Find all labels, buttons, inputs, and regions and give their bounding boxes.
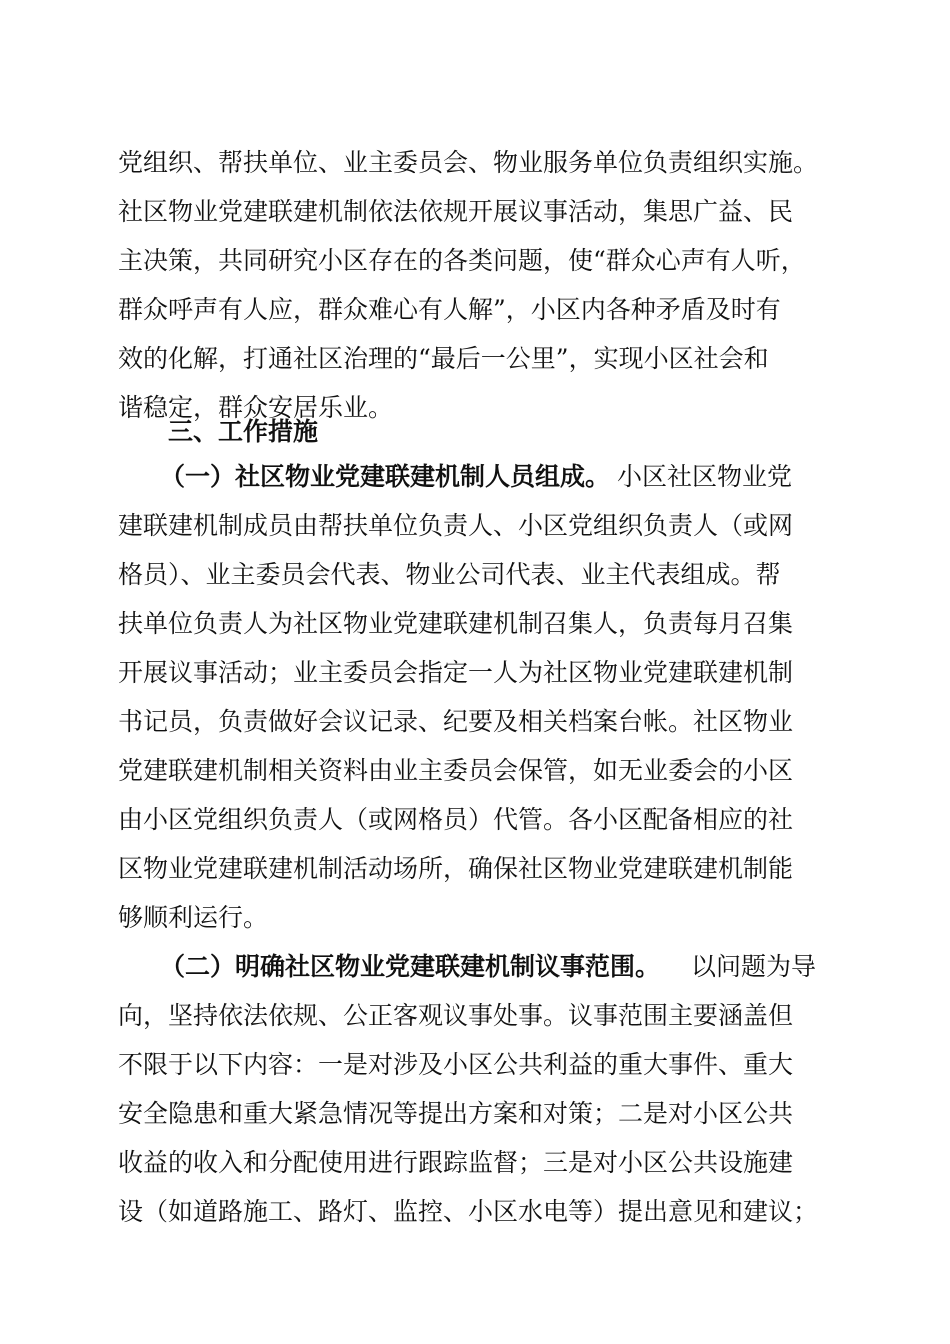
line-text: 不限于以下内容：一是对涉及小区公共利益的重大事件、重大	[118, 1050, 794, 1079]
line-text: 建联建机制成员由帮扶单位负责人、小区党组织负责人（或网	[118, 511, 794, 540]
line-text: 收益的收入和分配使用进行跟踪监督；三是对小区公共设施建	[118, 1148, 794, 1177]
paragraph-line	[0, 943, 950, 991]
paragraph-line	[0, 649, 950, 697]
paragraph-line	[0, 796, 950, 844]
subsection-heading: （一）社区物业党建联建机制人员组成。	[160, 462, 611, 491]
line-text: 设（如道路施工、路灯、监控、小区水电等）提出意见和建议；	[118, 1197, 819, 1226]
paragraph-line	[0, 188, 950, 236]
line-text: 区物业党建联建机制活动场所，确保社区物业党建联建机制能	[118, 854, 794, 883]
paragraph-line	[0, 335, 950, 383]
paragraph-line	[0, 1139, 950, 1187]
line-text: 群众呼声有人应，群众难心有人解”，小区内各种矛盾及时有	[118, 295, 781, 324]
line-text: 小区社区物业党	[617, 462, 793, 491]
line-text: 向，坚持依法依规、公正客观议事处事。议事范围主要涵盖但	[118, 1001, 794, 1030]
paragraph-line	[0, 992, 950, 1040]
line-text: 以问题为导	[691, 952, 817, 981]
paragraph-line	[0, 139, 950, 187]
paragraph-line	[0, 551, 950, 599]
paragraph-line	[0, 698, 950, 746]
line-text: 党建联建机制相关资料由业主委员会保管，如无业委会的小区	[118, 756, 794, 785]
line-text: 够顺利运行。	[118, 903, 269, 932]
line-text: 安全隐患和重大紧急情况等提出方案和对策；二是对小区公共	[118, 1099, 794, 1128]
paragraph-line	[0, 1090, 950, 1138]
line-text: 谐稳定，群众安居乐业。	[118, 393, 394, 422]
line-text: 效的化解，打通社区治理的“最后一公里”，实现小区社会和	[118, 344, 769, 373]
paragraph-line	[0, 453, 950, 501]
line-text: 格员）、业主委员会代表、物业公司代表、业主代表组成。帮	[118, 560, 781, 589]
paragraph-line	[0, 286, 950, 334]
paragraph-line	[0, 502, 950, 550]
line-text: 党组织、帮扶单位、业主委员会、物业服务单位负责组织实施。	[118, 148, 819, 177]
paragraph-line	[0, 894, 950, 942]
paragraph-line	[0, 600, 950, 648]
line-text: 主决策，共同研究小区存在的各类问题，使“群众心声有人听，	[118, 246, 806, 275]
paragraph-line	[0, 1188, 950, 1236]
paragraph-line	[0, 237, 950, 285]
line-text: 开展议事活动；业主委员会指定一人为社区物业党建联建机制	[118, 658, 794, 687]
paragraph-line	[0, 845, 950, 893]
line-text: 扶单位负责人为社区物业党建联建机制召集人，负责每月召集	[118, 609, 794, 638]
section-heading-line	[0, 408, 950, 456]
paragraph-line	[0, 747, 950, 795]
line-text: 由小区党组织负责人（或网格员）代管。各小区配备相应的社	[118, 805, 794, 834]
line-text: 书记员，负责做好会议记录、纪要及相关档案台帐。社区物业	[118, 707, 794, 736]
line-text: 社区物业党建联建机制依法依规开展议事活动，集思广益、民	[118, 197, 794, 226]
section-heading: 三、工作措施	[168, 417, 319, 446]
paragraph-line	[0, 1041, 950, 1089]
subsection-heading: （二）明确社区物业党建联建机制议事范围。	[160, 952, 661, 981]
